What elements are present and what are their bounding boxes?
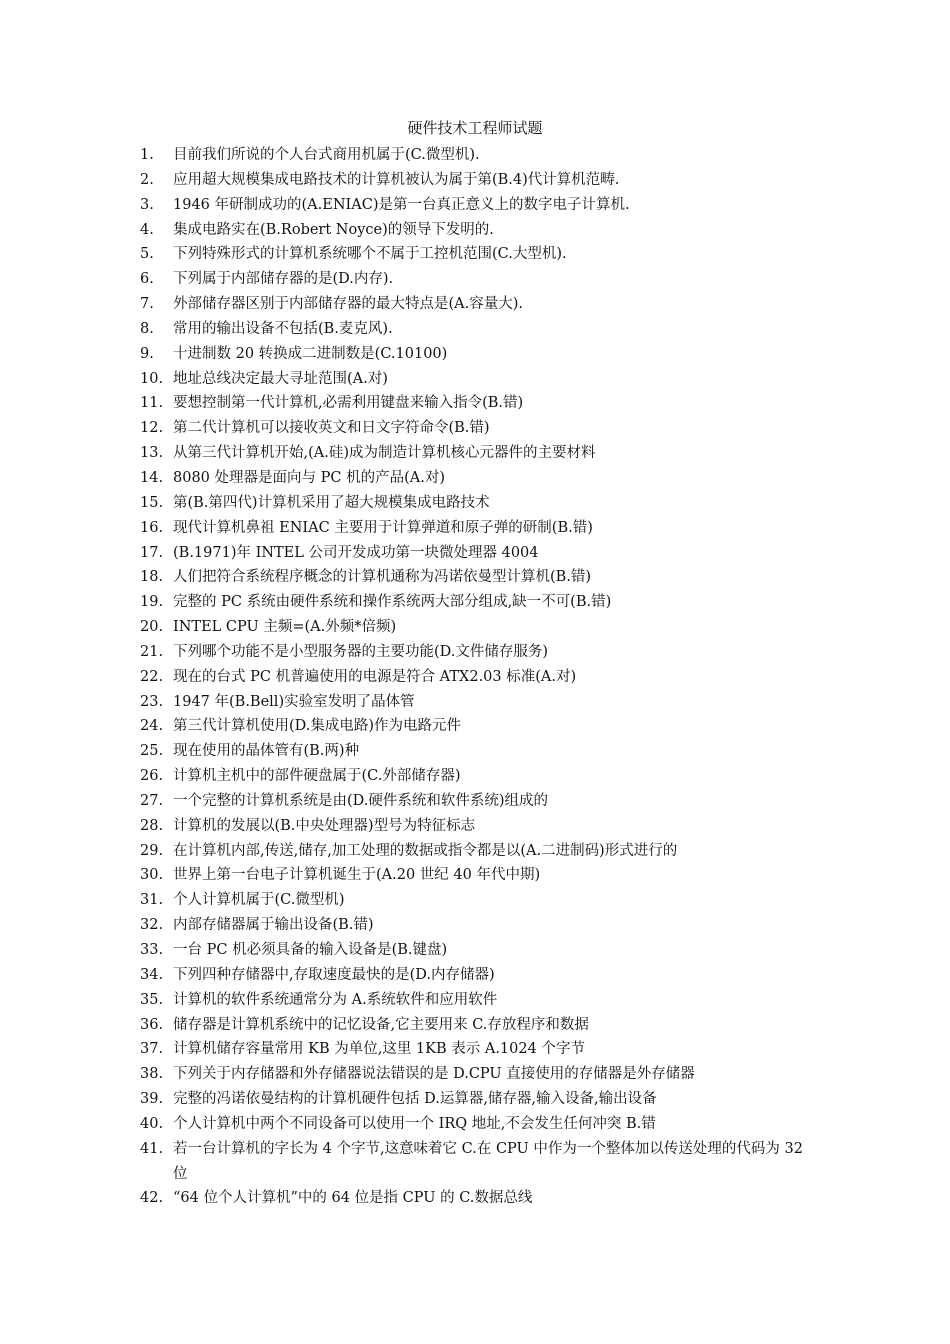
question-number: 5.: [140, 246, 154, 263]
question-number: 36.: [140, 1016, 164, 1033]
question-text: 第三代计算机使用(D.集成电路)作为电路元件: [173, 718, 462, 735]
question-text: 集成电路实在(B.Robert Noyce)的领导下发明的.: [173, 221, 494, 238]
question-text: 计算机的发展以(B.中央处理器)型号为特征标志: [173, 817, 476, 834]
question-number: 2.: [140, 171, 154, 188]
question-item: [140, 292, 820, 317]
question-text: 计算机储存容量常用 KB 为单位,这里 1KB 表示 A.1024 个字节: [173, 1041, 585, 1058]
question-text: 完整的 PC 系统由硬件系统和操作系统两大部分组成,缺一不可(B.错): [173, 594, 612, 611]
question-number: 35.: [140, 991, 164, 1008]
question-text: 8080 处理器是面向与 PC 机的产品(A.对): [173, 469, 445, 486]
question-text: 从第三代计算机开始,(A.硅)成为制造计算机核心元器件的主要材料: [173, 445, 596, 462]
question-text: 下列关于内存储器和外存储器说法错误的是 D.CPU 直接使用的存储器是外存储器: [173, 1066, 695, 1083]
question-number: 22.: [140, 668, 164, 685]
question-item: [140, 888, 820, 913]
question-item: [140, 193, 820, 218]
question-number: 41.: [140, 1140, 164, 1157]
question-number: 37.: [140, 1041, 164, 1058]
question-number: 6.: [140, 271, 154, 288]
question-number: 13.: [140, 445, 164, 462]
question-text: 1947 年(B.Bell)实验室发明了晶体管: [173, 693, 415, 710]
question-number: 17.: [140, 544, 164, 561]
question-text: 地址总线决定最大寻址范围(A.对): [173, 370, 388, 387]
question-text: 个人计算机中两个不同设备可以使用一个 IRQ 地址,不会发生任何冲突 B.错: [173, 1115, 656, 1132]
question-text: “64 位个人计算机”中的 64 位是指 CPU 的 C.数据总线: [173, 1190, 533, 1207]
question-number: 10.: [140, 370, 164, 387]
question-item: [140, 1013, 820, 1038]
question-text: 十进制数 20 转换成二进制数是(C.10100): [173, 345, 448, 362]
question-text: 现在使用的晶体管有(B.两)种: [173, 743, 360, 760]
question-text: 下列属于内部储存器的是(D.内存).: [173, 271, 394, 288]
question-number: 32.: [140, 917, 164, 934]
question-number: 28.: [140, 817, 164, 834]
question-number: 20.: [140, 619, 164, 636]
question-text: 1946 年研制成功的(A.ENIAC)是第一台真正意义上的数字电子计算机.: [173, 196, 630, 213]
question-item: [140, 1186, 820, 1211]
question-text: 若一台计算机的字长为 4 个字节,这意味着它 C.在 CPU 中作为一个整体加以传送处理的代码为 32 位: [173, 1140, 803, 1182]
question-number: 3.: [140, 196, 154, 213]
question-text: 储存器是计算机系统中的记忆设备,它主要用来 C.存放程序和数据: [173, 1016, 589, 1033]
question-text: 内部存储器属于输出设备(B.错): [173, 917, 374, 934]
question-number: 9.: [140, 345, 154, 362]
question-item: [140, 267, 820, 292]
question-number: 14.: [140, 469, 164, 486]
question-text: 要想控制第一代计算机,必需利用键盘来输入指令(B.错): [173, 395, 524, 412]
question-number: 23.: [140, 693, 164, 710]
question-text: 应用超大规模集成电路技术的计算机被认为属于第(B.4)代计算机范畴.: [173, 171, 620, 188]
question-item: [140, 814, 820, 839]
question-number: 33.: [140, 942, 164, 958]
question-item: [140, 1087, 820, 1112]
question-text: INTEL CPU 主频=(A.外频*倍频): [173, 619, 397, 636]
question-item: [140, 565, 820, 590]
question-number: 39.: [140, 1091, 164, 1108]
question-number: 34.: [140, 966, 164, 983]
question-number: 31.: [140, 892, 164, 909]
question-text: 世界上第一台电子计算机诞生于(A.20 世纪 40 年代中期): [173, 867, 541, 884]
question-item: [140, 416, 820, 441]
question-text: (B.1971)年 INTEL 公司开发成功第一块微处理器 4004: [173, 544, 539, 561]
question-number: 40.: [140, 1115, 164, 1132]
question-item: [140, 739, 820, 764]
question-number: 4.: [140, 221, 154, 238]
document-title: 硬件技术工程师试题: [407, 119, 543, 137]
question-number: 7.: [140, 296, 154, 313]
question-number: 19.: [140, 594, 164, 611]
question-item: [140, 242, 820, 267]
question-item: [140, 789, 820, 814]
question-number: 1.: [140, 147, 154, 163]
question-item: [140, 541, 820, 566]
question-item: [140, 615, 820, 640]
question-item: [140, 317, 820, 342]
question-item: [140, 640, 820, 665]
question-item: [140, 938, 820, 963]
question-item: [140, 168, 820, 193]
question-number: 30.: [140, 867, 164, 884]
question-item: [140, 1037, 820, 1062]
question-number: 24.: [140, 718, 164, 735]
question-number: 8.: [140, 320, 154, 337]
question-text: 计算机的软件系统通常分为 A.系统软件和应用软件: [173, 991, 498, 1008]
question-number: 26.: [140, 768, 164, 785]
question-number: 15.: [140, 494, 164, 511]
question-text: 完整的冯诺依曼结构的计算机硬件包括 D.运算器,储存器,输入设备,输出设备: [173, 1091, 657, 1108]
question-item: [140, 665, 820, 690]
question-item: [140, 1137, 820, 1187]
question-item: [140, 1112, 820, 1137]
question-text: 在计算机内部,传送,储存,加工处理的数据或指令都是以(A.二进制码)形式进行的: [173, 842, 678, 859]
question-item: [140, 863, 820, 888]
question-item: [140, 764, 820, 789]
question-item: [140, 218, 820, 243]
question-number: 18.: [140, 569, 164, 586]
question-text: 下列哪个功能不是小型服务器的主要功能(D.文件储存服务): [173, 643, 549, 660]
question-item: [140, 391, 820, 416]
question-number: 16.: [140, 519, 164, 536]
question-text: 一个完整的计算机系统是由(D.硬件系统和软件系统)组成的: [173, 792, 549, 809]
question-item: [140, 714, 820, 739]
question-item: [140, 466, 820, 491]
question-text: 现代计算机鼻祖 ENIAC 主要用于计算弹道和原子弹的研制(B.错): [173, 519, 593, 536]
question-text: 人们把符合系统程序概念的计算机通称为冯诺依曼型计算机(B.错): [173, 569, 592, 586]
question-text: 计算机主机中的部件硬盘属于(C.外部储存器): [173, 768, 461, 785]
question-number: 21.: [140, 643, 164, 660]
question-item: [140, 590, 820, 615]
question-item: [140, 988, 820, 1013]
question-item: [140, 367, 820, 392]
question-item: [140, 1062, 820, 1087]
question-text: 下列特殊形式的计算机系统哪个不属于工控机范围(C.大型机).: [173, 246, 567, 263]
question-text: 常用的输出设备不包括(B.麦克风).: [173, 320, 393, 337]
question-text: 目前我们所说的个人台式商用机属于(C.微型机).: [173, 147, 480, 163]
question-text: 第二代计算机可以接收英文和日文字符命令(B.错): [173, 420, 490, 437]
question-item: [140, 963, 820, 988]
question-item: [140, 913, 820, 938]
question-item: [140, 516, 820, 541]
question-number: 38.: [140, 1066, 164, 1083]
question-text: 个人计算机属于(C.微型机): [173, 892, 345, 909]
question-number: 12.: [140, 420, 164, 437]
question-text: 一台 PC 机必须具备的输入设备是(B.键盘): [173, 942, 448, 958]
question-item: [140, 441, 820, 466]
question-item: [140, 839, 820, 864]
question-item: [140, 342, 820, 367]
question-text: 下列四种存储器中,存取速度最快的是(D.内存储器): [173, 966, 495, 983]
question-item: [140, 143, 820, 168]
question-text: 第(B.第四代)计算机采用了超大规模集成电路技术: [173, 494, 490, 511]
question-number: 25.: [140, 743, 164, 760]
question-item: [140, 690, 820, 715]
question-list: [140, 143, 820, 1211]
question-number: 11.: [140, 395, 164, 412]
question-item: [140, 491, 820, 516]
question-number: 29.: [140, 842, 164, 859]
question-number: 27.: [140, 792, 164, 809]
question-number: 42.: [140, 1190, 164, 1207]
question-text: 外部储存器区别于内部储存器的最大特点是(A.容量大).: [173, 296, 524, 313]
question-text: 现在的台式 PC 机普遍使用的电源是符合 ATX2.03 标准(A.对): [173, 668, 577, 685]
